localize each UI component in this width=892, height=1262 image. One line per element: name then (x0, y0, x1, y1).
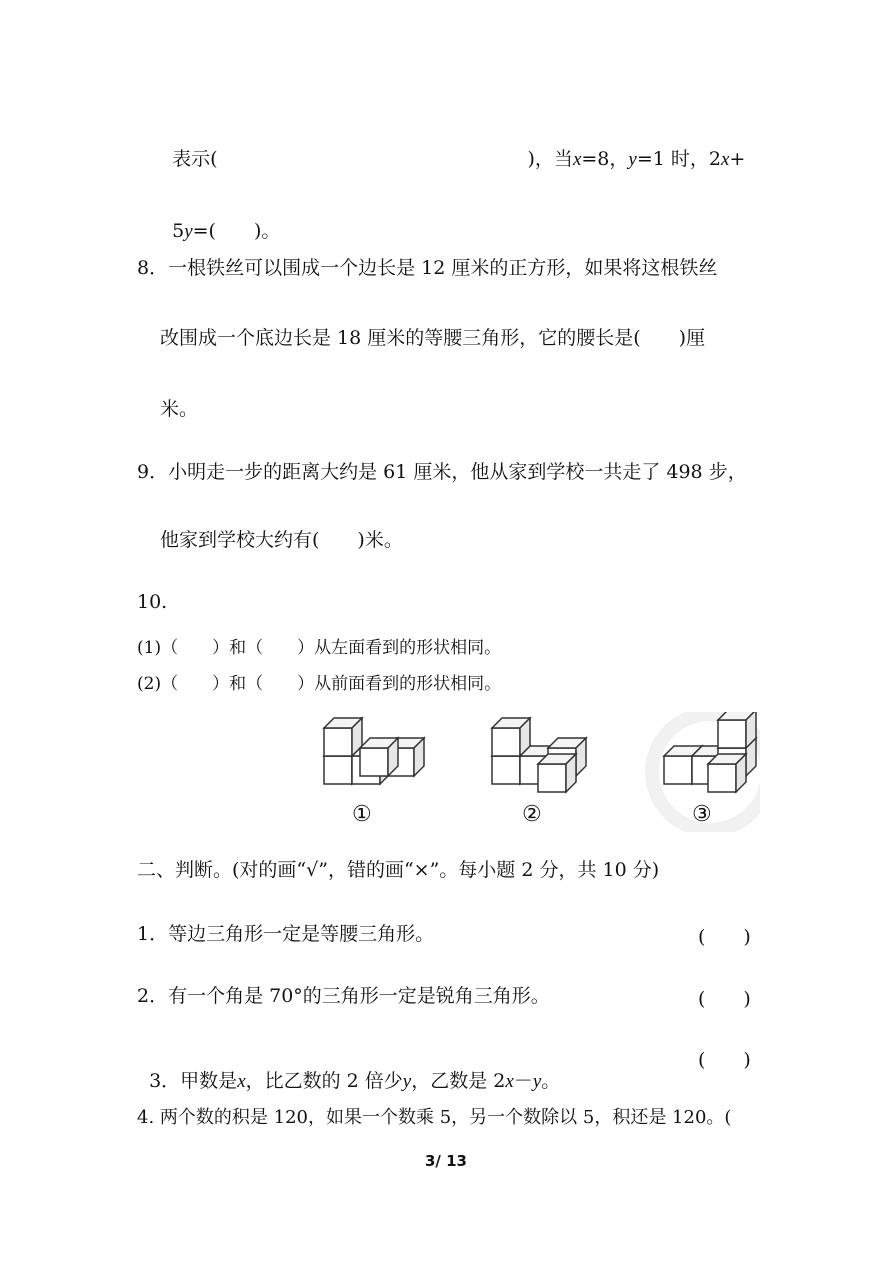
question-9-line-1: 9．小明走一步的距离大约是 61 厘米，他从家到学校一共走了 498 步， (137, 461, 747, 483)
figure-2-cubes (492, 718, 586, 792)
text-segment: =1 时，2 (636, 148, 721, 170)
section-2-heading: 二、判断。(对的画“√”，错的画“×”。每小题 2 分，共 10 分) (137, 859, 660, 881)
continued-question-line-2 (160, 195, 280, 244)
question-10-part-1: (1)（ ）和（ ）从左面看到的形状相同。 (137, 638, 502, 658)
var-x: x (572, 149, 582, 170)
var-y: y (184, 221, 193, 242)
text-segment: 3．甲数是 (149, 1070, 238, 1092)
text-segment: ，乙数是 2 (411, 1070, 506, 1092)
var-y: y (628, 149, 637, 170)
question-10-number: 10. (137, 591, 168, 613)
judgment-4: 4. 两个数的积是 120，如果一个数乘 5，另一个数除以 5，积还是 120。( (137, 1107, 732, 1128)
text-segment: =8， (581, 148, 629, 170)
text-segment: ，比乙数的 2 倍少 (245, 1070, 403, 1092)
text-segment: － (513, 1070, 533, 1092)
figure-1-cubes (324, 718, 424, 784)
var-y: y (402, 1071, 412, 1092)
question-8-line-2: 改围成一个底边长是 18 厘米的等腰三角形，它的腰长是( )厘 (160, 327, 706, 349)
question-9-line-2: 他家到学校大约有( )米。 (160, 529, 403, 551)
answer-paren-3[interactable]: ( ) (698, 1049, 751, 1071)
var-x: x (505, 1071, 514, 1092)
text-segment: 表示( (172, 148, 218, 170)
question-10-part-2: (2)（ ）和（ ）从前面看到的形状相同。 (137, 674, 502, 694)
text-segment: + (729, 148, 746, 170)
var-x: x (720, 149, 730, 170)
text-segment: =( )。 (192, 220, 281, 242)
question-8-line-1: 8．一根铁丝可以围成一个边长是 12 厘米的正方形，如果将这根铁丝 (137, 257, 718, 279)
answer-paren-2[interactable]: ( ) (698, 988, 751, 1010)
text-segment: 5 (172, 220, 185, 242)
var-x: x (237, 1071, 246, 1092)
judgment-3 (137, 1045, 560, 1094)
text-segment: )，当 (527, 148, 573, 170)
question-8-line-3: 米。 (160, 398, 199, 420)
answer-paren-1[interactable]: ( ) (698, 926, 751, 948)
figure-2-label: ② (522, 802, 542, 827)
text-segment: 。 (541, 1070, 561, 1092)
judgment-2: 2．有一个角是 70°的三角形一定是锐角三角形。 (137, 985, 550, 1007)
judgment-1: 1．等边三角形一定是等腰三角形。 (137, 923, 435, 945)
figure-1-label: ① (352, 802, 372, 827)
page-number: 3/ 13 (424, 1152, 467, 1170)
figure-3-label: ③ (692, 802, 712, 827)
continued-question-line-1 (160, 123, 745, 172)
var-y: y (532, 1071, 542, 1092)
